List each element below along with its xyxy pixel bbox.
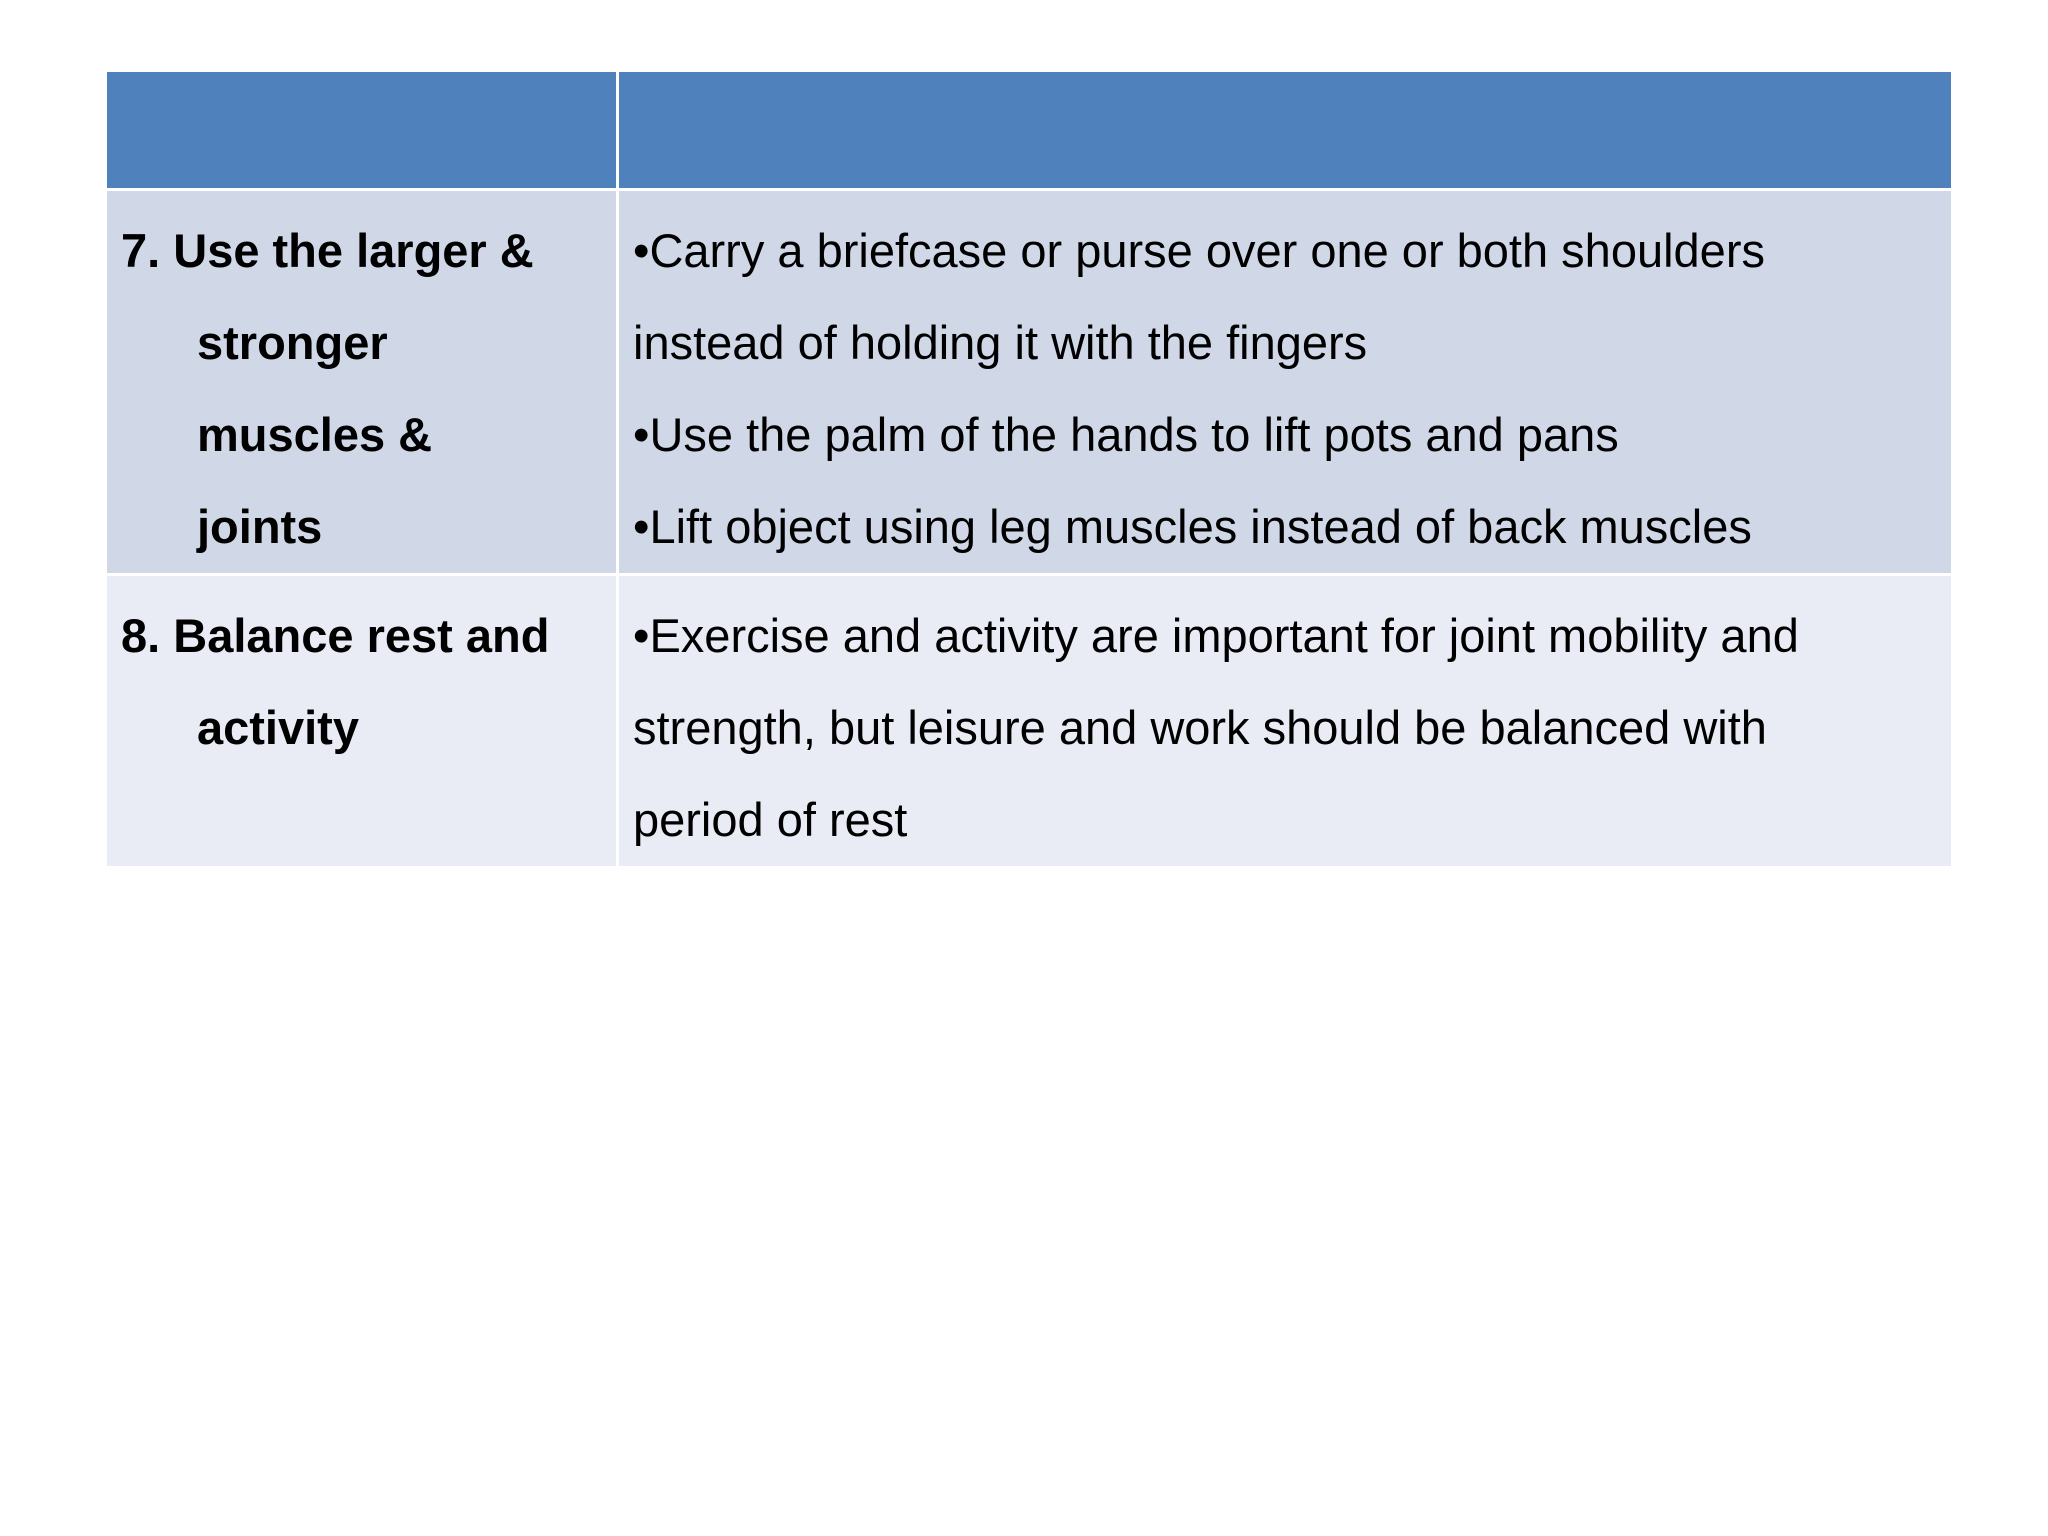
principle-description: [619, 576, 1951, 866]
table-row: [106, 575, 1953, 868]
term-line: stronger: [197, 316, 388, 369]
description-cell: [618, 575, 1953, 868]
term-line: activity: [197, 701, 359, 754]
description-line: instead of holding it with the fingers: [633, 316, 1368, 369]
table-header-row: [106, 71, 1953, 190]
table-row: [106, 190, 1953, 575]
term-cell: [106, 575, 618, 868]
description-line: •Lift object using leg muscles instead of back muscles: [633, 500, 1752, 553]
description-line: period of rest: [633, 793, 908, 846]
term-cell: [106, 190, 618, 575]
header-cell-principle: [106, 71, 618, 190]
header-cell-examples: [618, 71, 1953, 190]
term-line: joints: [197, 500, 323, 553]
description-line: •Carry a briefcase or purse over one or both shoulders: [633, 224, 1765, 277]
principle-term: [107, 576, 616, 774]
term-line: muscles &: [197, 408, 433, 461]
term-line: 8. Balance rest and: [121, 609, 550, 662]
description-line: •Exercise and activity are important for joint mobility and: [633, 609, 1799, 662]
description-line: strength, but leisure and work should be balanced with: [633, 701, 1767, 754]
term-line: 7. Use the larger &: [121, 224, 534, 277]
principle-description: [619, 191, 1951, 573]
description-line: •Use the palm of the hands to lift pots and pans: [633, 408, 1619, 461]
description-cell: [618, 190, 1953, 575]
principles-table: [104, 69, 1954, 869]
principle-term: [107, 191, 616, 573]
